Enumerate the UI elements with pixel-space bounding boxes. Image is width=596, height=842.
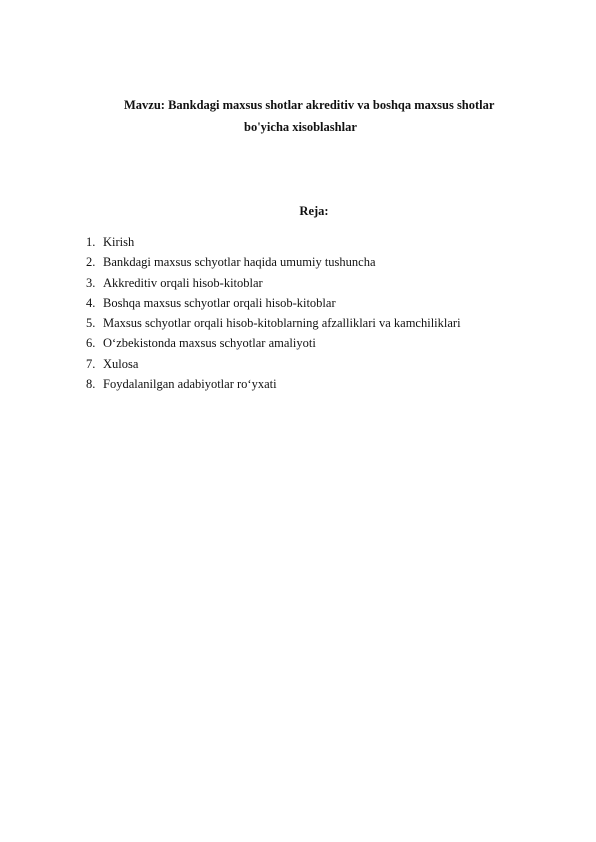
plan-item-number: 5. [86,316,96,331]
plan-item-number: 6. [86,336,96,351]
plan-item-number: 2. [86,255,96,270]
plan-item-number: 4. [86,295,96,310]
plan-item-text: Bankdagi maxsus schyotlar haqida umumiy tushuncha [103,255,376,270]
plan-item-1 [86,232,461,252]
title-line-2: bo'yicha xisoblashlar [244,120,357,134]
plan-item-3 [86,273,461,293]
plan-item-8 [86,374,461,394]
plan-item-6 [86,333,461,353]
plan-item-4 [86,293,461,313]
plan-item-text: Xulosa [103,356,139,371]
plan-item-5 [86,313,461,333]
plan-item-text: Foydalanilgan adabiyotlar ro‘yxati [103,377,277,392]
plan-list [86,232,461,394]
plan-item-number: 7. [86,356,96,371]
plan-item-number: 8. [86,377,96,392]
document-title [60,94,536,138]
plan-item-number: 1. [86,235,96,249]
plan-item-text: O‘zbekistonda maxsus schyotlar amaliyoti [103,336,316,351]
plan-heading: Reja: [299,204,329,218]
plan-item-2 [86,252,461,272]
plan-item-text: Kirish [103,235,135,249]
plan-item-text: Maxsus schyotlar orqali hisob-kitoblarning afzalliklari va kamchiliklari [103,316,461,331]
plan-item-number: 3. [86,275,96,290]
plan-item-7 [86,354,461,374]
plan-item-text: Boshqa maxsus schyotlar orqali hisob-kitoblar [103,295,336,310]
plan-item-text: Akkreditiv orqali hisob-kitoblar [103,275,263,290]
title-line-1: Mavzu: Bankdagi maxsus shotlar akreditiv va boshqa maxsus shotlar [124,98,495,112]
